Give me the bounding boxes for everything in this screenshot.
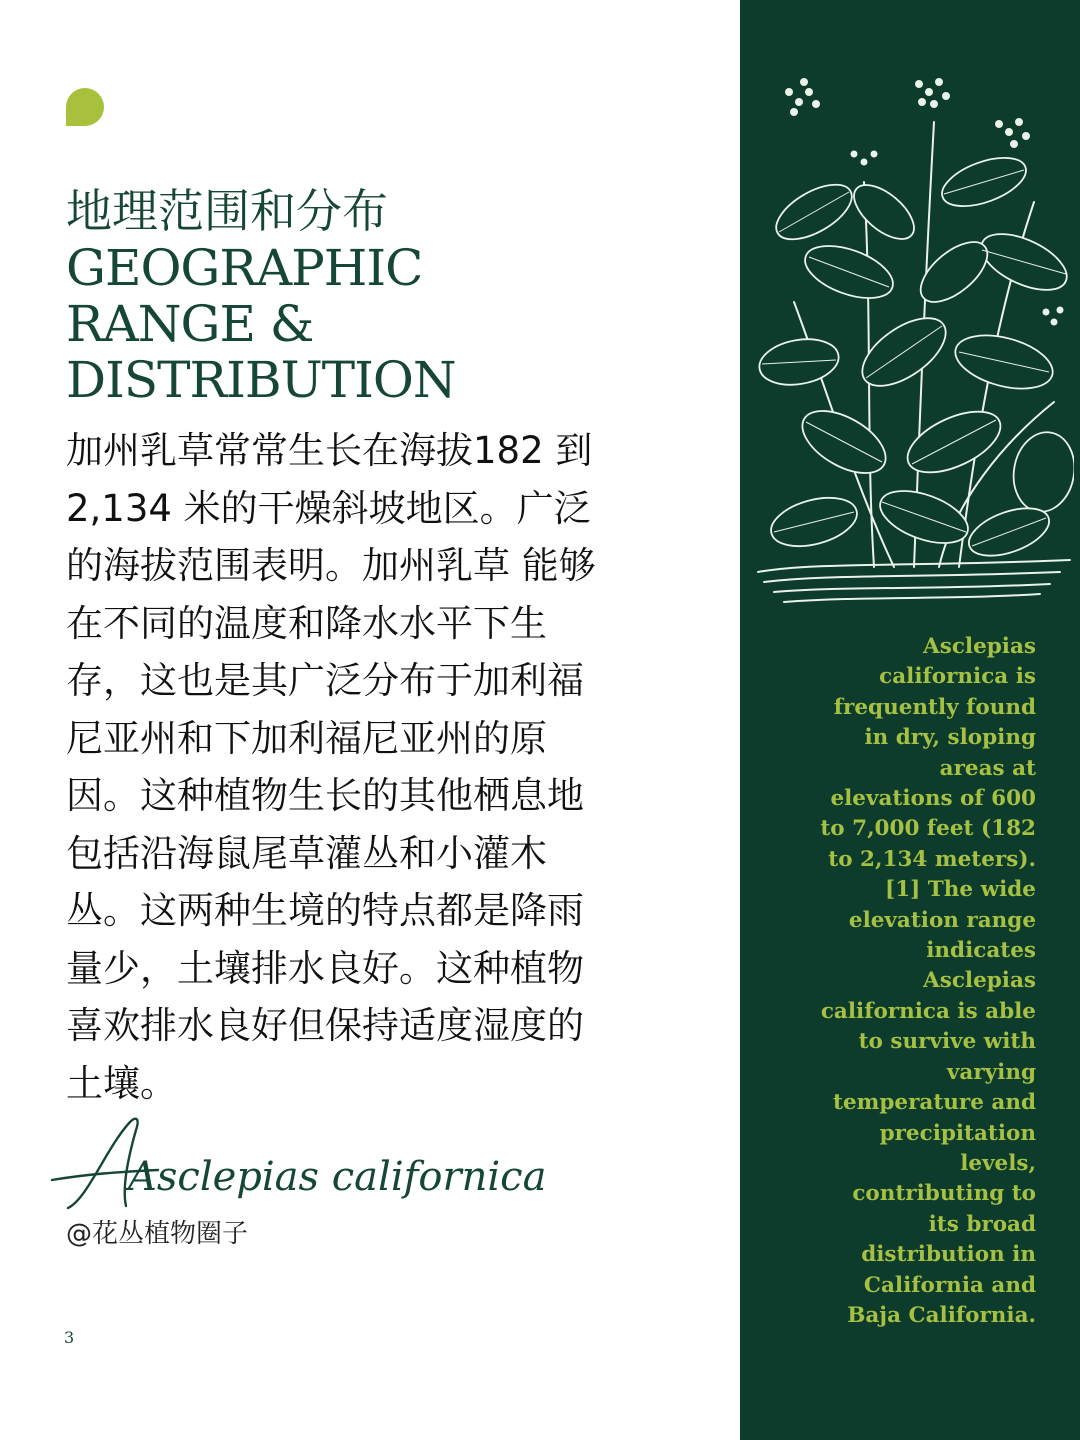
caption-line: to 7,000 feet (182	[820, 816, 1036, 842]
body-line: 2,134 米的干燥斜坡地区。广泛	[66, 486, 591, 530]
caption-line: precipitation	[879, 1120, 1036, 1146]
body-line: 的海拔范围表明。加州乳草 能够	[66, 544, 596, 587]
caption-line: Asclepias	[923, 968, 1036, 994]
title-english-line: RANGE &	[66, 295, 314, 353]
body-line: 量少，土壤排水良好。这种植物	[66, 946, 584, 990]
caption-line: to survive with	[858, 1029, 1036, 1055]
caption-line: Asclepias	[923, 634, 1036, 659]
body-line: 喜欢排水良好但保持适度湿度的	[66, 1004, 584, 1047]
body-line: 加州乳草常常生长在海拔182 到	[66, 429, 593, 472]
caption-line: Baja California.	[847, 1302, 1036, 1328]
caption-line: varying	[946, 1059, 1036, 1085]
body-chinese	[66, 422, 666, 1112]
caption-line: californica is	[879, 664, 1036, 690]
title-chinese: 地理范围和分布	[66, 184, 388, 238]
caption-line: californica is able	[820, 998, 1036, 1024]
caption-line: areas at	[939, 755, 1036, 781]
milkweed-plant-illustration	[754, 62, 1074, 607]
body-line: 包括沿海鼠尾草灌丛和小灌木	[66, 831, 547, 875]
caption-line: levels,	[960, 1150, 1036, 1176]
leaf-shape-icon	[66, 88, 104, 126]
title-english-line: DISTRIBUTION	[66, 351, 456, 409]
title-english	[66, 240, 706, 408]
caption-line: to 2,134 meters).	[828, 846, 1036, 872]
body-line: 存，这也是其广泛分布于加利福	[66, 659, 584, 702]
caption-line: distribution in	[861, 1242, 1036, 1268]
caption-line: frequently found	[833, 694, 1036, 720]
body-line: 尼亚州和下加利福尼亚州的原	[66, 716, 547, 760]
caption-line: contributing to	[852, 1181, 1036, 1207]
body-line: 丛。这两种生境的特点都是降雨	[66, 889, 584, 932]
signature-text: Asclepias californica	[128, 1154, 547, 1200]
page-number: 3	[64, 1328, 75, 1347]
author-handle: @花丛植物圈子	[66, 1219, 249, 1249]
body-line: 在不同的温度和降水水平下生	[66, 601, 547, 645]
english-caption	[780, 632, 1036, 1331]
body-line: 因。这种植物生长的其他栖息地	[66, 774, 584, 817]
caption-line: its broad	[928, 1211, 1036, 1237]
title-english-line: GEOGRAPHIC	[66, 239, 423, 297]
caption-line: California and	[863, 1272, 1036, 1298]
caption-line: temperature and	[833, 1090, 1036, 1116]
caption-line: indicates	[926, 938, 1036, 964]
caption-line: [1] The wide	[885, 877, 1036, 903]
caption-line: elevation range	[848, 907, 1036, 933]
body-line: 土壤。	[66, 1061, 177, 1105]
caption-line: in dry, sloping	[864, 725, 1036, 751]
signature-script	[48, 1108, 548, 1220]
caption-line: elevations of 600	[830, 786, 1036, 812]
